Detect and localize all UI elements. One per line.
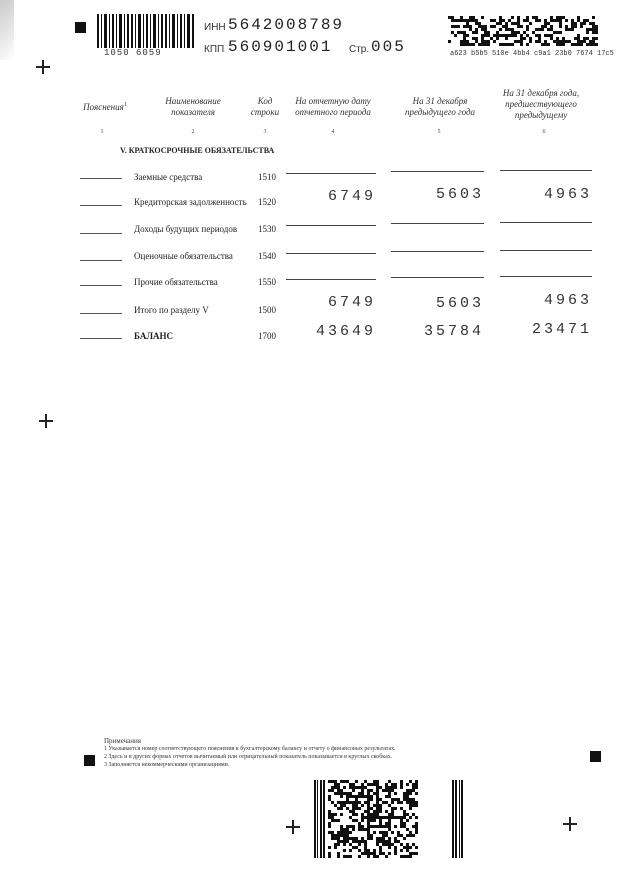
crosshair-mark-bottom-right	[563, 817, 577, 831]
page-label: Стр.	[349, 44, 370, 55]
value-line-1530-col6	[500, 222, 592, 223]
registration-square-top-left	[75, 22, 86, 33]
value-line-1510-col6	[500, 170, 592, 171]
value-1500-col6: 4963	[543, 292, 592, 309]
footnotes-title: Примечания	[104, 737, 142, 745]
row-code-1550: 1550	[258, 277, 276, 287]
inn-label: ИНН	[204, 22, 226, 33]
2d-barcode-top	[448, 16, 600, 48]
row-code-1500: 1500	[258, 305, 276, 315]
value-1700-col4: 43649	[315, 323, 376, 340]
row-code-1510: 1510	[258, 172, 276, 182]
linear-barcode-top	[97, 14, 195, 48]
value-line-1550-col5	[391, 277, 484, 278]
crosshair-mark-top-left	[36, 60, 50, 74]
notes-dash	[80, 205, 122, 206]
column-number-1: 1	[100, 129, 104, 135]
column-number-4: 4	[331, 129, 335, 135]
row-name-1540: Оценочные обязательства	[134, 251, 233, 261]
column-number-6: 6	[542, 129, 546, 135]
registration-square-bottom-left	[84, 755, 95, 766]
row-code-1700: 1700	[258, 331, 276, 341]
column-header-current-date: На отчетную дату отчетного периода	[295, 96, 371, 117]
value-1500-col4: 6749	[327, 294, 376, 311]
kpp-value: 560901001	[228, 38, 333, 56]
barcode-number: 1050 6059	[104, 48, 162, 58]
kpp-label: КПП	[204, 44, 225, 55]
row-code-1530: 1530	[258, 224, 276, 234]
inn-value: 5642008789	[228, 16, 345, 34]
value-line-1540-col6	[500, 250, 592, 251]
row-name-1530: Доходы будущих периодов	[134, 224, 238, 234]
row-name-1510: Заемные средства	[134, 172, 203, 182]
notes-dash	[80, 285, 122, 286]
notes-dash	[80, 338, 122, 339]
value-line-1540-col5	[391, 251, 484, 252]
notes-dash	[80, 233, 122, 234]
crosshair-mark-middle-left	[39, 414, 53, 428]
footnote-1: 1 Указывается номер соответствующего пояснения к бухгалтерскому балансу и отчету о финансовых результатах.	[104, 746, 396, 752]
value-1700-col6: 23471	[531, 321, 592, 338]
value-1520-col6: 4963	[543, 186, 592, 203]
value-line-1540-col4	[286, 253, 376, 254]
column-header-code: Код строки	[250, 96, 280, 117]
notes-dash	[80, 260, 122, 261]
column-header-prev-prev-year: На 31 декабря года, предшествующего предыдущему	[502, 88, 580, 120]
column-header-indicator: Наименование показателя	[165, 96, 221, 117]
footnote-3: 3 Заполняется некоммерческими организациями.	[104, 762, 230, 768]
row-code-1520: 1520	[258, 197, 276, 207]
row-code-1540: 1540	[258, 251, 276, 261]
notes-dash	[80, 313, 122, 314]
value-line-1550-col4	[286, 279, 376, 280]
value-1520-col5: 5603	[435, 186, 484, 203]
column-number-2: 2	[191, 129, 195, 135]
2d-barcode-bottom	[314, 780, 464, 858]
folded-page-corner	[0, 0, 14, 60]
value-1520-col4: 6749	[327, 188, 376, 205]
value-line-1530-col5	[391, 223, 484, 224]
section-title: V. КРАТКОСРОЧНЫЕ ОБЯЗАТЕЛЬСТВА	[120, 146, 275, 155]
row-name-1550: Прочие обязательства	[134, 277, 218, 287]
row-name-1500: Итого по разделу V	[134, 305, 209, 315]
crosshair-mark-bottom-left	[286, 820, 300, 834]
registration-square-bottom-right	[590, 751, 601, 762]
footnotes	[104, 737, 396, 769]
value-line-1510-col5	[391, 171, 484, 172]
value-line-1550-col6	[500, 276, 592, 277]
row-name-1700: БАЛАНС	[134, 331, 174, 341]
column-header-notes: Пояснения$^1$	[83, 102, 127, 112]
row-name-1520: Кредиторская задолженность	[134, 197, 247, 207]
value-1500-col5: 5603	[435, 295, 484, 312]
page-value: 005	[371, 38, 406, 56]
column-header-prev-year: На 31 декабря предыдущего года	[404, 96, 476, 117]
footnote-2: 2 Здесь и в других формах отчетов вычитаемый или отрицательный показатель показывается в круглых скобках.	[104, 754, 393, 760]
value-line-1530-col4	[286, 225, 376, 226]
value-1700-col5: 35784	[423, 323, 484, 340]
notes-dash	[80, 178, 122, 179]
value-line-1510-col4	[286, 173, 376, 174]
hash-code: a623 b5b5 510e 4bb4 c9a1 23b0 7674 17c5	[450, 50, 614, 58]
column-number-5: 5	[437, 129, 441, 135]
column-number-3: 3	[263, 129, 267, 135]
